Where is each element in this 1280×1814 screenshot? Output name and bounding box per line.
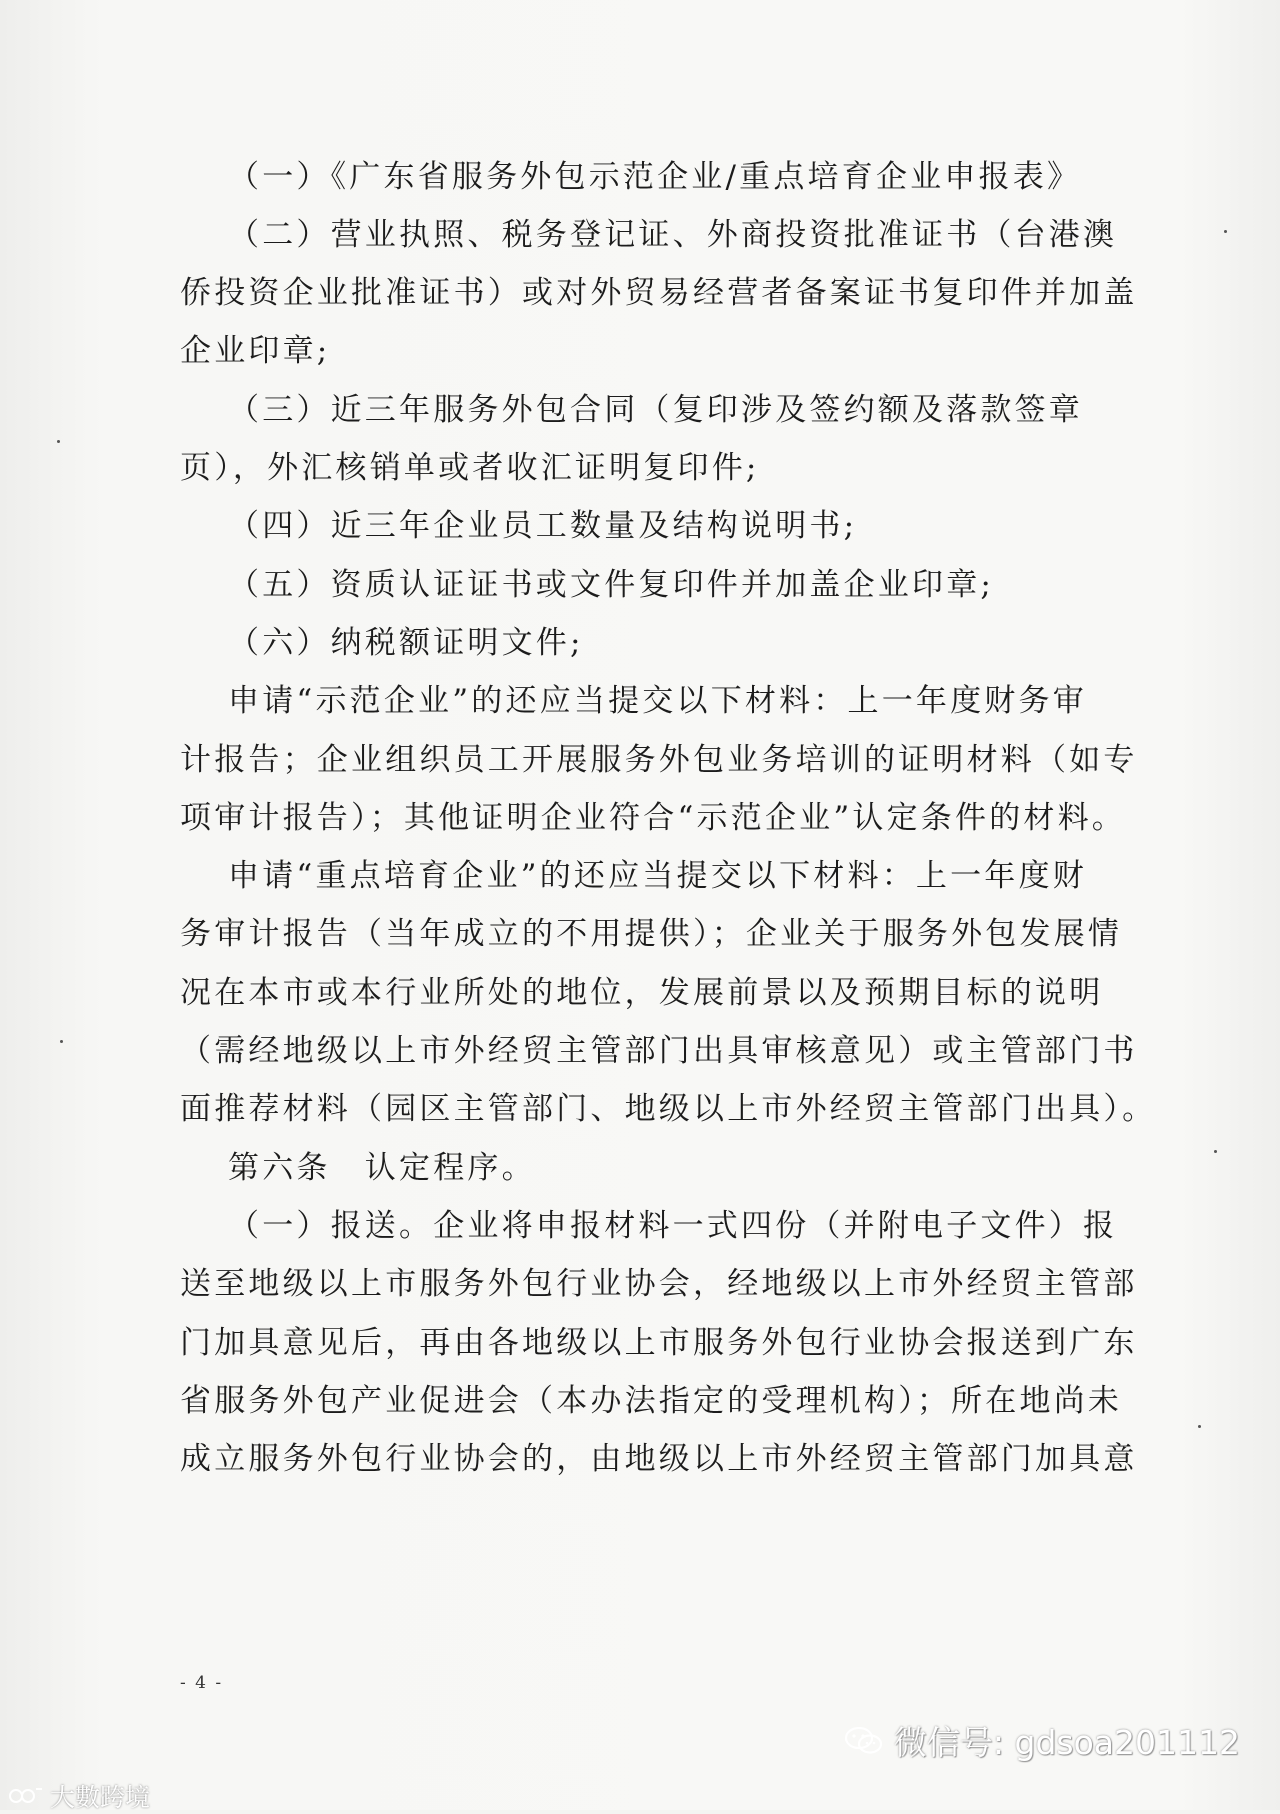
text-line: 门加具意见后，再由各地级以上市服务外包行业协会报送到广东 <box>180 1325 1138 1361</box>
scan-speck <box>1214 1150 1217 1153</box>
text-line: 企业印章; <box>180 333 331 369</box>
text-line: 项审计报告）；其他证明企业符合“示范企业”认定条件的材料。 <box>180 800 1126 836</box>
text-line: （一）报送。企业将申报材料一式四份（并附电子文件）报 <box>228 1208 1118 1244</box>
text-line: 申请“示范企业”的还应当提交以下材料：上一年度财务审 <box>228 683 1087 719</box>
text-line: 申请“重点培育企业”的还应当提交以下材料：上一年度财 <box>228 858 1087 894</box>
text-line: 送至地级以上市服务外包行业协会，经地级以上市外经贸主管部 <box>180 1266 1138 1302</box>
scan-speck <box>60 1040 63 1043</box>
text-line: 省服务外包产业促进会（本办法指定的受理机构）；所在地尚未 <box>180 1383 1123 1419</box>
brand-name-text: 大數跨境 <box>50 1783 151 1812</box>
brand-watermark <box>8 1778 150 1814</box>
text-line: 页），外汇核销单或者收汇证明复印件; <box>180 450 760 486</box>
text-line: （六）纳税额证明文件; <box>228 625 584 661</box>
brand-logo-icon <box>8 1785 44 1807</box>
section-heading: 第六条 认定程序。 <box>228 1150 536 1186</box>
text-line: 侨投资企业批准证书）或对外贸易经营者备案证书复印件并加盖 <box>180 275 1138 311</box>
text-line: 务审计报告（当年成立的不用提供）；企业关于服务外包发展情 <box>180 916 1123 952</box>
wechat-icon <box>844 1725 884 1757</box>
text-line: （需经地级以上市外经贸主管部门出具审核意见）或主管部门书 <box>180 1033 1138 1069</box>
text-line: （一）《广东省服务外包示范企业/重点培育企业申报表》 <box>228 159 1082 195</box>
scan-speck <box>57 440 60 443</box>
text-line: （三）近三年服务外包合同（复印涉及签约额及落款签章 <box>228 392 1083 428</box>
wechat-watermark <box>844 1717 1240 1764</box>
text-line: （五）资质认证证书或文件复印件并加盖企业印章; <box>228 567 995 603</box>
scan-speck <box>1198 1425 1201 1428</box>
text-line: （二）营业执照、税务登记证、外商投资批准证书（台港澳 <box>228 217 1118 253</box>
text-line: 成立服务外包行业协会的，由地级以上市外经贸主管部门加具意 <box>180 1441 1138 1477</box>
text-line: （四）近三年企业员工数量及结构说明书; <box>228 508 858 544</box>
scan-speck <box>1224 230 1227 233</box>
text-line: 计报告；企业组织员工开展服务外包业务培训的证明材料（如专 <box>180 742 1138 778</box>
text-line: 况在本市或本行业所处的地位，发展前景以及预期目标的说明 <box>180 975 1104 1011</box>
text-line: 面推荐材料（园区主管部门、地级以上市外经贸主管部门出具）。 <box>180 1091 1157 1127</box>
wechat-id-text: 微信号: gdsoa201112 <box>893 1723 1240 1762</box>
page-number: - 4 - <box>180 1673 224 1693</box>
